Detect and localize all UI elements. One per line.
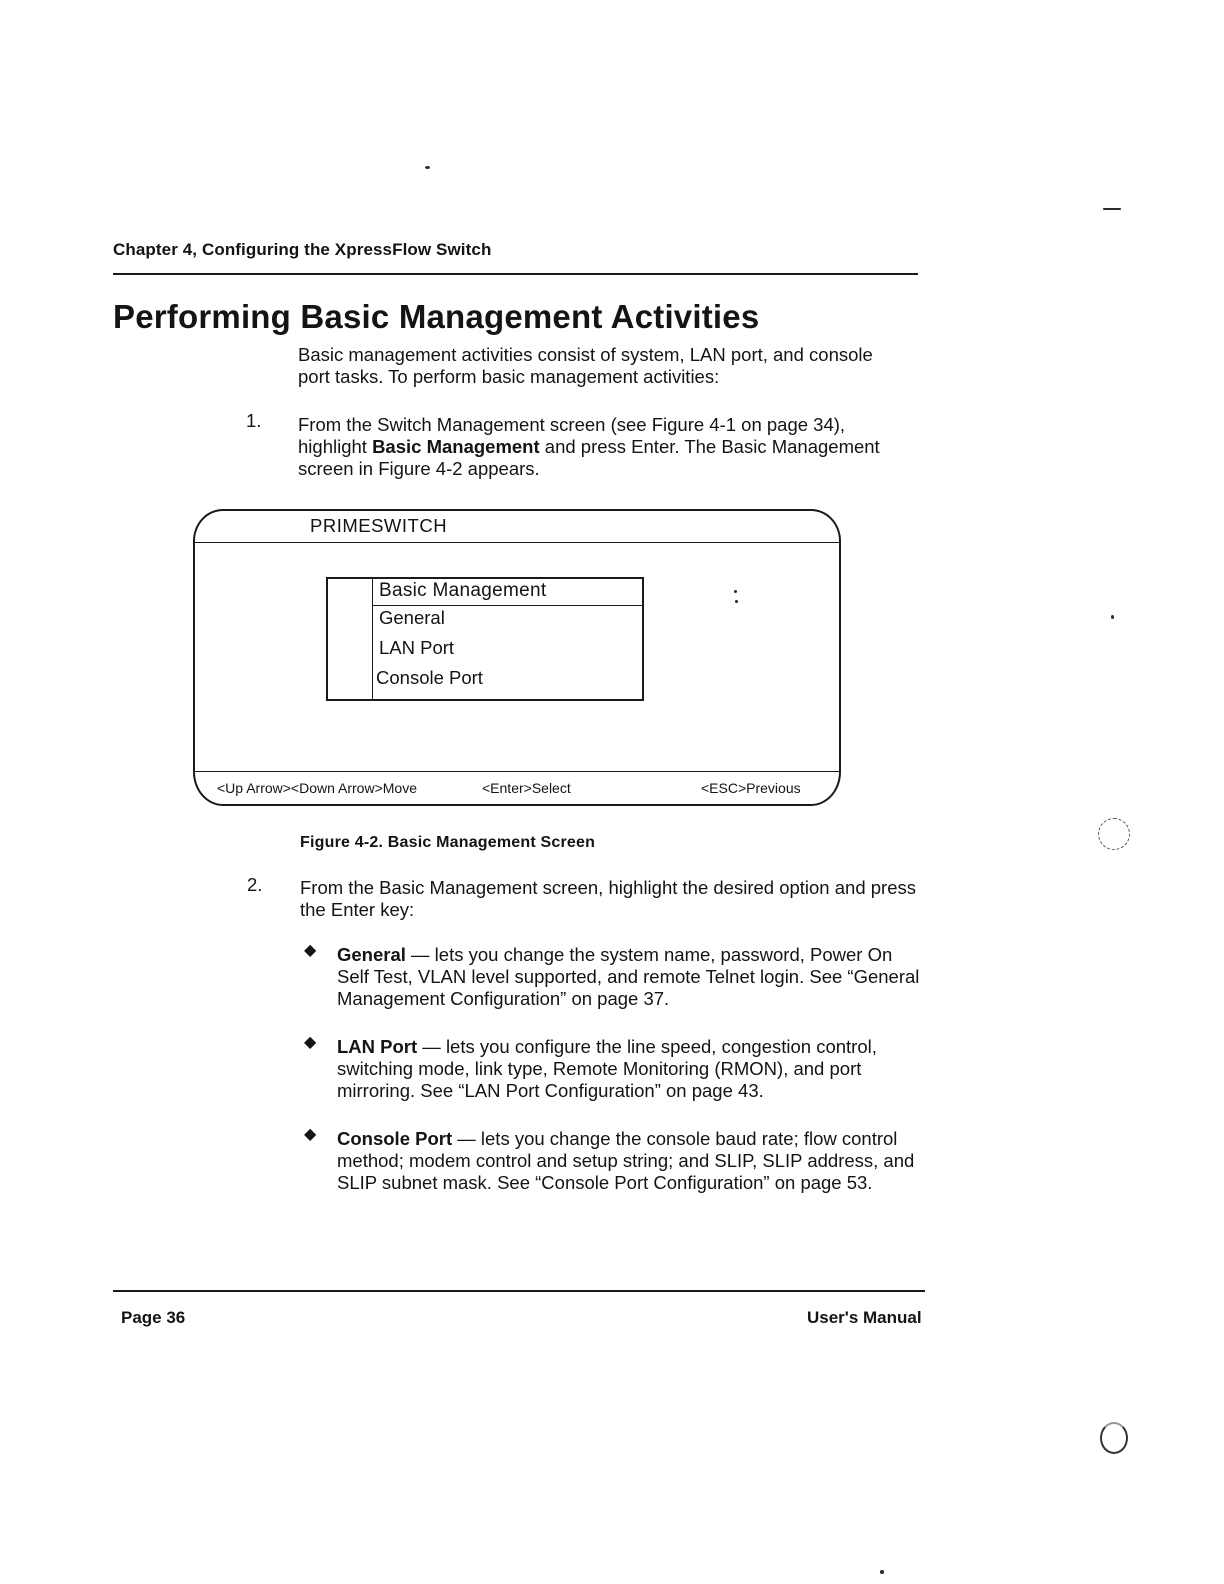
step-number: 2. (247, 874, 263, 895)
step-text-after: and press Enter. The Basic Management screen in Figure 4-2 appears. (298, 436, 880, 479)
page-title: Performing Basic Management Activities (113, 298, 760, 335)
scan-speck (1111, 615, 1114, 619)
running-head: Chapter 4, Configuring the XpressFlow Switch (113, 240, 492, 259)
page-number: Page 36 (121, 1308, 186, 1327)
bullet-text: — lets you change the system name, password, Power On Self Test, VLAN level supported, and remote Telnet login. See “General Management Configuration” on page 37. (337, 944, 920, 1009)
bullet-item (337, 1036, 922, 1102)
menu-header: Basic Management (379, 580, 547, 601)
step-text: From the Basic Management screen, highlight the desired option and press the Enter key: (300, 877, 916, 920)
bullet-label: General (337, 944, 406, 965)
terminal-screen-figure (193, 509, 841, 806)
diamond-bullet-icon: ◆ (304, 1126, 317, 1143)
keybar-move: <Up Arrow><Down Arrow>Move (217, 780, 417, 796)
screen-title-rule (195, 542, 839, 543)
menu-item-lan-port[interactable]: LAN Port (379, 637, 455, 658)
scan-ring-mark (1100, 1422, 1128, 1454)
keybar-previous: <ESC>Previous (701, 780, 801, 796)
manual-title: User's Manual (807, 1308, 922, 1327)
step-text-before: From the Switch Management screen (see Figure 4-1 on page 34), highlight (298, 414, 846, 457)
bullet-label: Console Port (337, 1128, 453, 1149)
bullet-text: — lets you configure the line speed, congestion control, switching mode, link type, Remote Monitoring (RMON), and port mirroring. See “LAN Port Configuration” on page 43. (337, 1036, 877, 1101)
menu-box (326, 577, 644, 701)
scan-speck (880, 1570, 884, 1574)
step-number: 1. (246, 410, 262, 431)
bullet-label: LAN Port (337, 1036, 418, 1057)
scan-speck (425, 166, 430, 169)
footer-rule (113, 1290, 925, 1292)
menu-header-rule (372, 605, 642, 606)
menu-selection-column (372, 579, 373, 699)
intro-paragraph: Basic management activities consist of system, LAN port, and console port tasks. To perform basic management activities: (298, 344, 873, 387)
bullet-item (337, 1128, 922, 1194)
scan-speck (734, 590, 737, 593)
diamond-bullet-icon: ◆ (304, 942, 317, 959)
bullet-text: — lets you change the console baud rate; flow control method; modem control and setup string; and SLIP, SLIP address, and SLIP subnet mask. See “Console Port Configuration” on page 53. (337, 1128, 915, 1193)
bullet-item (337, 944, 922, 1010)
keybar-rule (195, 771, 839, 772)
menu-item-console-port[interactable]: Console Port (376, 667, 483, 688)
menu-item-general[interactable]: General (379, 607, 445, 628)
step-text-bold: Basic Management (372, 436, 540, 457)
scan-speck (1103, 208, 1121, 210)
header-rule (113, 273, 918, 275)
screen-title: PRIMESWITCH (310, 515, 448, 536)
diamond-bullet-icon: ◆ (304, 1034, 317, 1051)
keybar-select: <Enter>Select (482, 780, 571, 796)
step-text (298, 414, 914, 480)
scan-ring-mark (1098, 818, 1130, 850)
scan-speck (735, 600, 738, 603)
figure-caption: Figure 4-2. Basic Management Screen (300, 834, 596, 851)
